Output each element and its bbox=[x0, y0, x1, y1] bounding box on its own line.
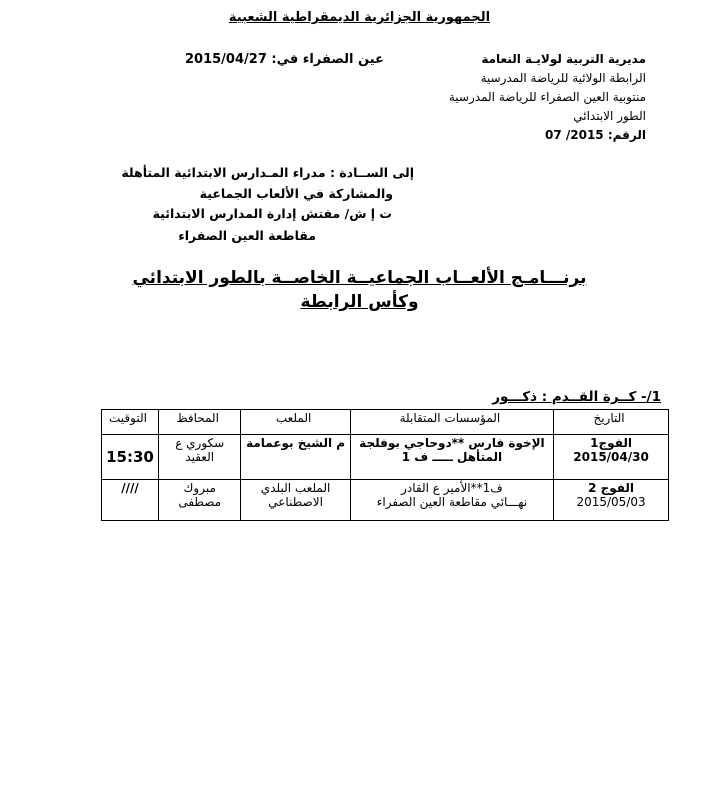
table-row bbox=[102, 435, 669, 480]
institutions-line-2: المتأهل ـــــ ف 1 bbox=[401, 450, 503, 464]
reference bbox=[545, 128, 646, 142]
addressee-line-4: مقاطعة العين الصفراء bbox=[178, 228, 316, 243]
place-date-value: 2015/04/27 bbox=[185, 52, 267, 67]
cell-time: //// bbox=[102, 480, 159, 521]
program-title: برنـــامـج الألعــاب الجماعيــة الخاصــة بالطور الابتدائي bbox=[132, 268, 587, 288]
reference-label: الرقم: bbox=[607, 128, 646, 142]
governor-line-1: مبروك bbox=[183, 481, 216, 495]
date-value: 2015/05/03 bbox=[576, 495, 646, 509]
header-date: التاريخ bbox=[554, 410, 669, 435]
date-value: 2015/04/30 bbox=[573, 450, 649, 464]
cell-governor bbox=[158, 435, 240, 480]
institutions-line-1: ف1**الأمير ع القادر bbox=[401, 481, 503, 495]
institutions-line-2: نهـــائي مقاطعة العين الصفراء bbox=[376, 495, 528, 509]
header-time: التوقيت bbox=[102, 410, 159, 435]
schedule-table bbox=[101, 409, 669, 521]
group-label: الفوج 2 bbox=[588, 481, 635, 495]
republic-header: الجمهورية الجزائرية الديمقراطية الشعبية bbox=[228, 10, 491, 25]
cell-date bbox=[554, 435, 669, 480]
header-governor: المحافظ bbox=[158, 410, 240, 435]
cell-date bbox=[554, 480, 669, 521]
cell-institutions bbox=[350, 480, 553, 521]
directorate: مديرية التربية لولايـة النعامة bbox=[481, 52, 646, 66]
institutions-line-1: الإخوة فارس **دوحاجي بوفلجة bbox=[359, 436, 545, 450]
governor-line-2: العقيد bbox=[185, 450, 215, 464]
section-title: 1/- كــرة القــدم : ذكـــور bbox=[492, 389, 661, 405]
cell-stadium bbox=[241, 480, 350, 521]
league: الرابطة الولائية للرياضة المدرسية bbox=[480, 71, 646, 85]
header-stadium: الملعب bbox=[241, 410, 350, 435]
reference-value: 07 /2015 bbox=[544, 128, 604, 142]
governor-line-2: مصطفى bbox=[178, 495, 222, 509]
stadium-line-1: الملعب البلدي bbox=[260, 481, 331, 495]
place-date-label: عين الصفراء في: bbox=[271, 52, 384, 67]
sub-league: منتوبية العين الصفراء للرياضة المدرسية bbox=[448, 90, 646, 104]
header-institutions: المؤسسات المتقابلة bbox=[350, 410, 553, 435]
stadium-line-2: الاصطناعي bbox=[268, 495, 323, 509]
program-subtitle: وكأس الرابطة bbox=[300, 292, 419, 312]
level: الطور الابتدائي bbox=[573, 109, 646, 123]
group-label: الفوج1 bbox=[590, 436, 632, 450]
addressee-line-2: والمشاركة في الألعاب الجماعية bbox=[199, 186, 393, 201]
addressee-line-1: إلى الســادة : مدراء المـدارس الابتدائية المتأهلة bbox=[121, 165, 414, 180]
cell-stadium: م الشيخ بوعمامة bbox=[241, 435, 350, 480]
place-date bbox=[185, 52, 384, 67]
cell-governor bbox=[158, 480, 240, 521]
table-header-row bbox=[102, 410, 669, 435]
table-row bbox=[102, 480, 669, 521]
cell-institutions bbox=[350, 435, 553, 480]
cell-time: 15:30 bbox=[102, 435, 159, 480]
addressee-line-3: ت إ ش/ مفتش إدارة المدارس الابتدائية bbox=[152, 206, 392, 221]
governor-line-1: سكوري ع bbox=[175, 436, 225, 450]
